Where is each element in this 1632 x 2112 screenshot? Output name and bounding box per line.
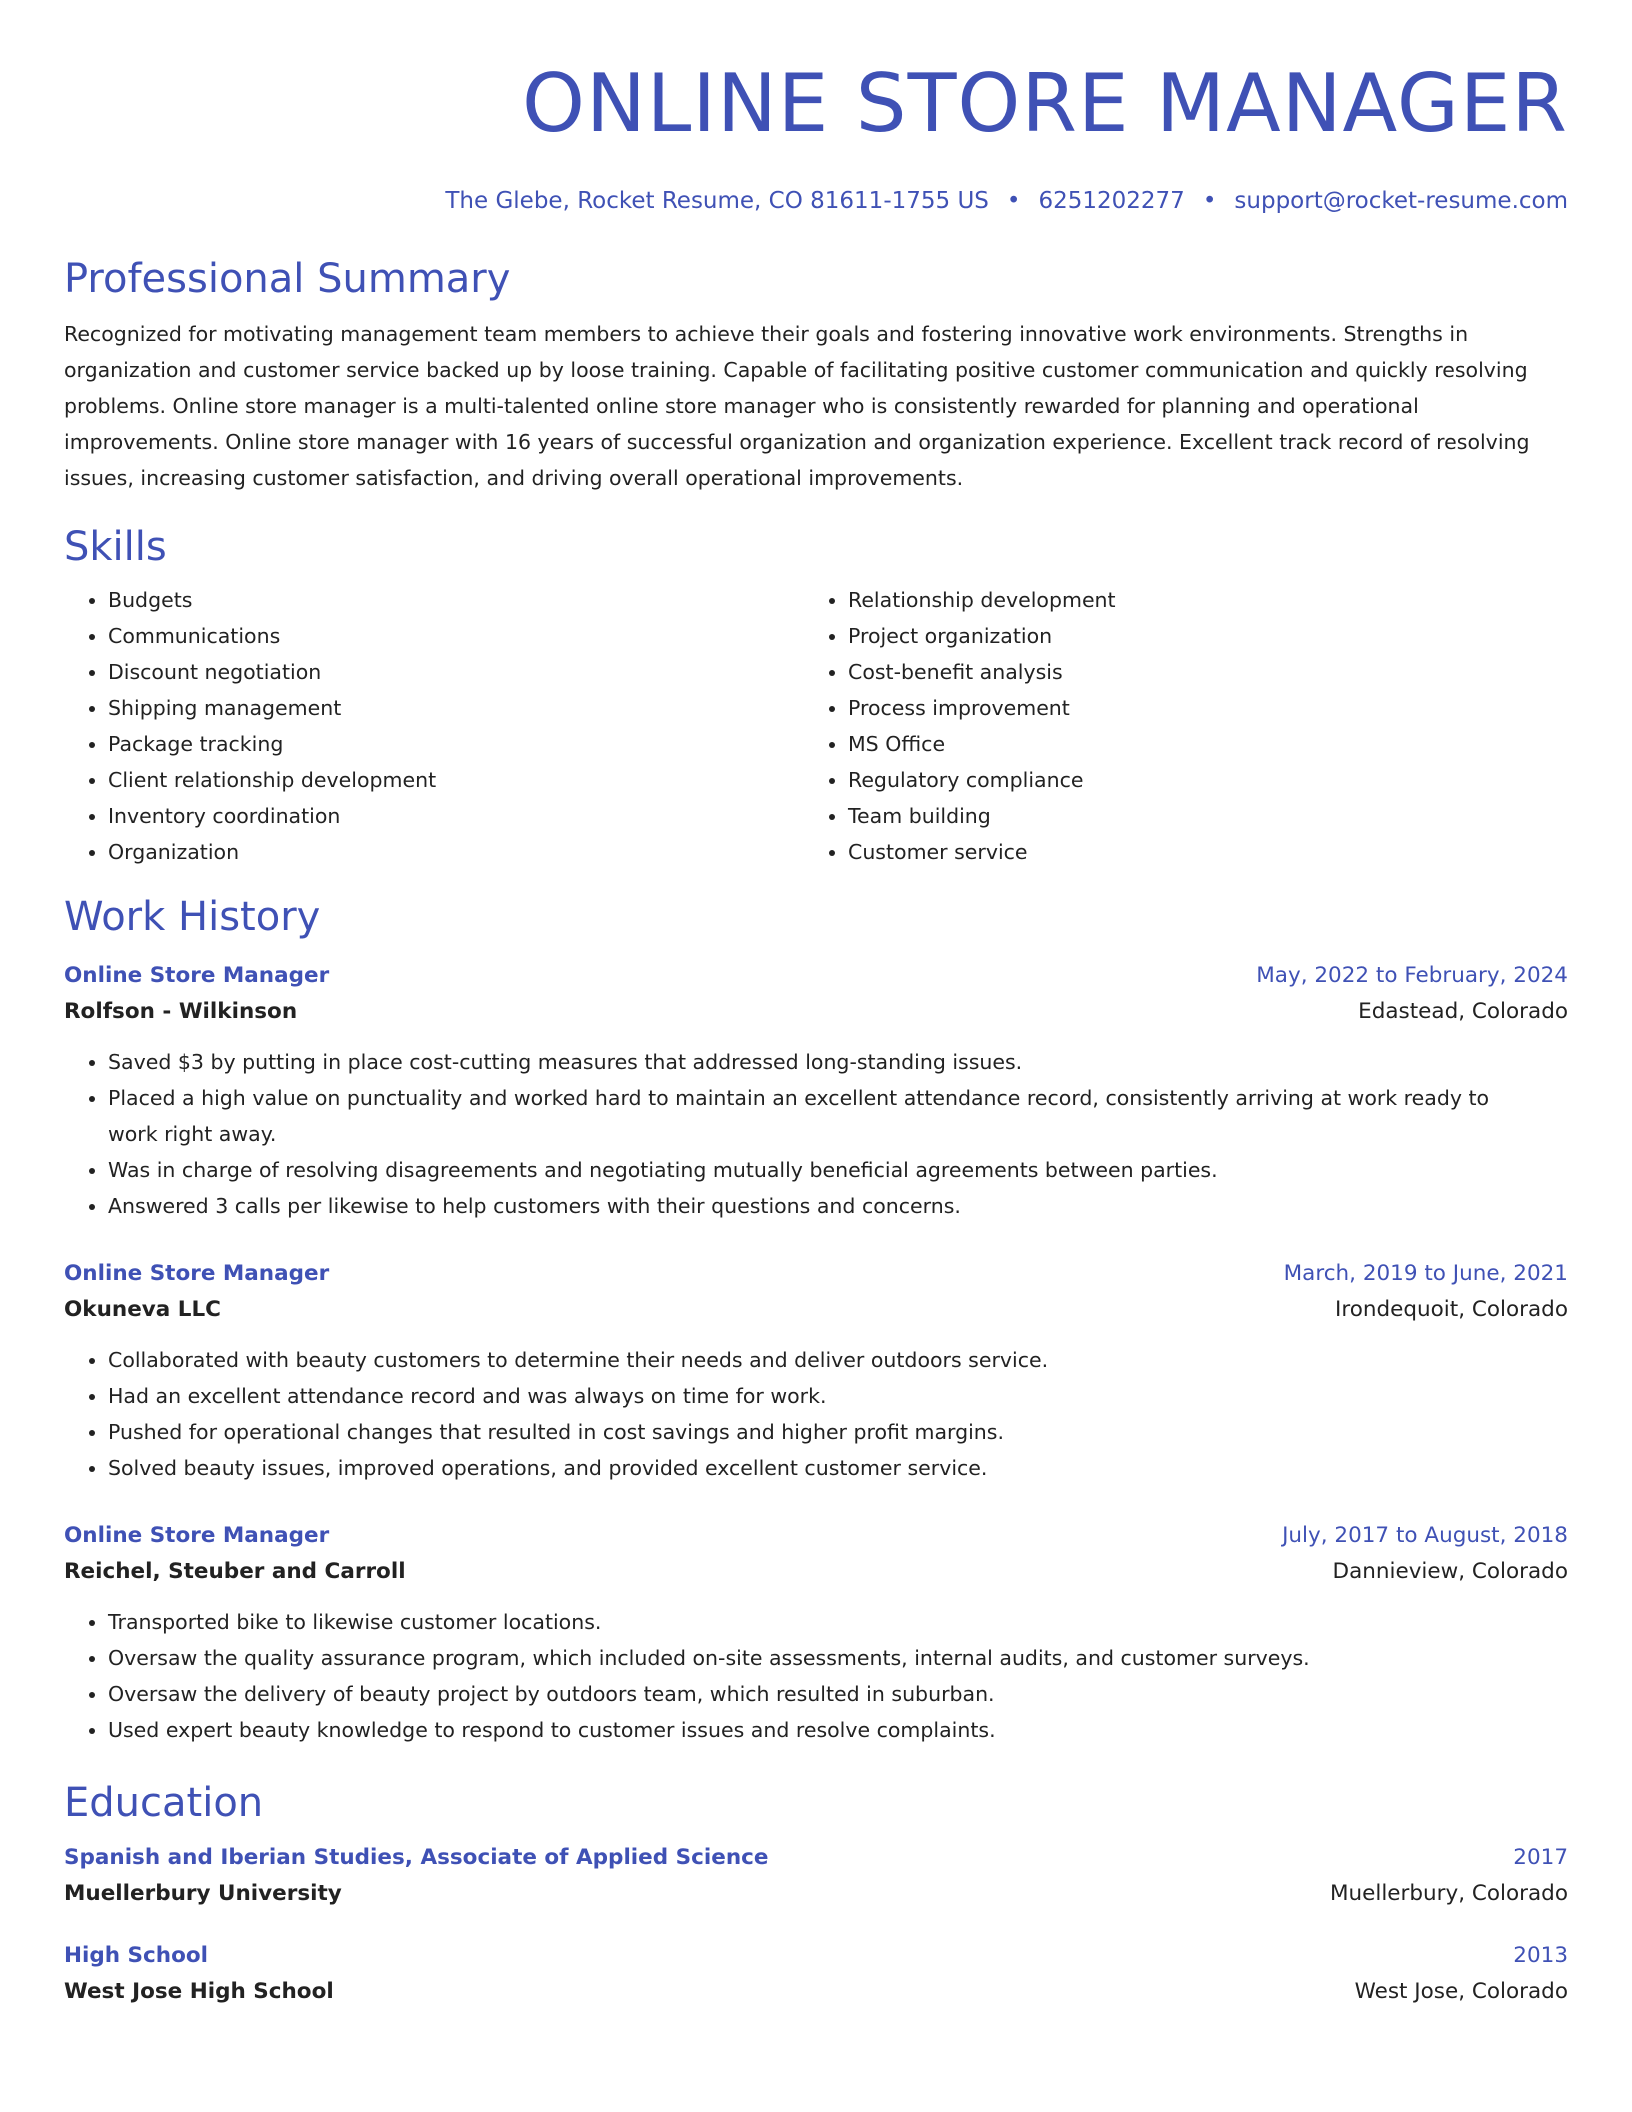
- skill-item: • Customer service: [848, 834, 1564, 870]
- skill-item: • Cost-benefit analysis: [848, 654, 1564, 690]
- job-dates: July, 2017 to August, 2018: [1282, 1523, 1568, 1548]
- skill-item: • Budgets: [108, 582, 804, 618]
- job-company: Rolfson - Wilkinson: [64, 999, 298, 1024]
- skill-item: • Communications: [108, 618, 804, 654]
- job-bullet: • Answered 3 calls per likewise to help customers with their questions and concerns.: [108, 1188, 1568, 1224]
- contact-line: [64, 186, 1568, 216]
- resume-header: [64, 56, 1568, 216]
- skill-item: • Team building: [848, 798, 1564, 834]
- skill-item: • Discount negotiation: [108, 654, 804, 690]
- skill-item: • Shipping management: [108, 690, 804, 726]
- contact-email: support@rocket-resume.com: [1234, 188, 1568, 214]
- job-bullet: • Pushed for operational changes that resulted in cost savings and higher profit margins.: [108, 1414, 1568, 1450]
- education-degree: Spanish and Iberian Studies, Associate of Applied Science: [64, 1845, 769, 1870]
- job-bullet: • Solved beauty issues, improved operations, and provided excellent customer service.: [108, 1450, 1568, 1486]
- skills-list-left: [64, 582, 804, 870]
- job-location: Irondequoit, Colorado: [1335, 1297, 1568, 1322]
- job-company-row: [64, 1552, 1568, 1592]
- work-history-heading: Work History: [64, 894, 321, 940]
- education-location: West Jose, Colorado: [1354, 1979, 1568, 2004]
- skills-heading: Skills: [64, 524, 167, 570]
- education-heading: Education: [64, 1780, 264, 1826]
- job-bullets: [64, 1604, 1568, 1748]
- skill-item: • Project organization: [848, 618, 1564, 654]
- job-bullet: • Saved $3 by putting in place cost-cutting measures that addressed long-standing issues.: [108, 1044, 1568, 1080]
- job-entry: [64, 1258, 1568, 1486]
- job-title: Online Store Manager: [64, 963, 330, 988]
- job-bullet: • Used expert beauty knowledge to respond to customer issues and resolve complaints.: [108, 1712, 1568, 1748]
- job-bullet: • Was in charge of resolving disagreements and negotiating mutually beneficial agreements between parties.: [108, 1152, 1568, 1188]
- job-bullet: • Oversaw the delivery of beauty project by outdoors team, which resulted in suburban.: [108, 1676, 1568, 1712]
- job-bullet: • Collaborated with beauty customers to determine their needs and deliver outdoors service.: [108, 1342, 1568, 1378]
- job-bullet: • Transported bike to likewise customer locations.: [108, 1604, 1568, 1640]
- job-bullets: [64, 1044, 1568, 1224]
- job-company: Reichel, Steuber and Carroll: [64, 1559, 406, 1584]
- job-bullet: • Oversaw the quality assurance program, which included on-site assessments, internal audits, and customer surveys.: [108, 1640, 1568, 1676]
- education-school-row: [64, 1874, 1568, 1914]
- job-header-row: [64, 1520, 1568, 1552]
- job-company-row: [64, 1290, 1568, 1330]
- skill-item: • Regulatory compliance: [848, 762, 1564, 798]
- education-entry: [64, 1940, 1568, 2012]
- job-title: Online Store Manager: [64, 1261, 330, 1286]
- skill-item: • Package tracking: [108, 726, 804, 762]
- summary-heading: Professional Summary: [64, 256, 511, 302]
- education-location: Muellerbury, Colorado: [1329, 1881, 1568, 1906]
- skill-item: • Client relationship development: [108, 762, 804, 798]
- skill-item: • MS Office: [848, 726, 1564, 762]
- job-header-row: [64, 1258, 1568, 1290]
- job-header-row: [64, 960, 1568, 992]
- education-entry: [64, 1842, 1568, 1914]
- job-company: Okuneva LLC: [64, 1297, 221, 1322]
- skill-item: • Organization: [108, 834, 804, 870]
- job-dates: May, 2022 to February, 2024: [1256, 963, 1568, 988]
- skill-item: • Relationship development: [848, 582, 1564, 618]
- contact-address: The Glebe, Rocket Resume, CO 81611-1755 US: [445, 188, 989, 214]
- skills-list-right: [804, 582, 1564, 870]
- job-bullet: • Placed a high value on punctuality and worked hard to maintain an excellent attendance record, consistently arriving at work ready to work right away.: [108, 1080, 1568, 1152]
- job-entry: [64, 1520, 1568, 1748]
- education-school-row: [64, 1972, 1568, 2012]
- job-bullets: [64, 1342, 1568, 1486]
- skill-item: • Inventory coordination: [108, 798, 804, 834]
- job-location: Dannieview, Colorado: [1332, 1559, 1568, 1584]
- job-title: Online Store Manager: [64, 1523, 330, 1548]
- education-header-row: [64, 1940, 1568, 1972]
- education-year: 2013: [1513, 1943, 1568, 1968]
- skill-item: • Process improvement: [848, 690, 1564, 726]
- job-bullet: • Had an excellent attendance record and was always on time for work.: [108, 1378, 1568, 1414]
- education-year: 2017: [1513, 1845, 1568, 1870]
- job-location: Edastead, Colorado: [1358, 999, 1568, 1024]
- skills-columns: [64, 582, 1568, 870]
- education-header-row: [64, 1842, 1568, 1874]
- education-school: Muellerbury University: [64, 1881, 342, 1906]
- contact-separator: •: [1202, 188, 1217, 214]
- job-dates: March, 2019 to June, 2021: [1283, 1261, 1568, 1286]
- contact-phone: 6251202277: [1038, 188, 1185, 214]
- summary-text: Recognized for motivating management team members to achieve their goals and fostering innovative work environments. Strengths in organization and customer service backed up by loose training. Capable of facilitating positive customer communication and quickly resolving problems. Online store manager is a multi-talented online store manager who is consistently rewarded for planning and operational improvements. Online store manager with 16 years of successful organization and organization experience. Excellent track record of resolving issues, increasing customer satisfaction, and driving overall operational improvements.: [64, 322, 1530, 490]
- contact-separator: •: [1006, 188, 1021, 214]
- education-degree: High School: [64, 1943, 208, 1968]
- job-company-row: [64, 992, 1568, 1032]
- job-entry: [64, 960, 1568, 1224]
- candidate-title: ONLINE STORE MANAGER: [521, 57, 1568, 150]
- education-school: West Jose High School: [64, 1979, 334, 2004]
